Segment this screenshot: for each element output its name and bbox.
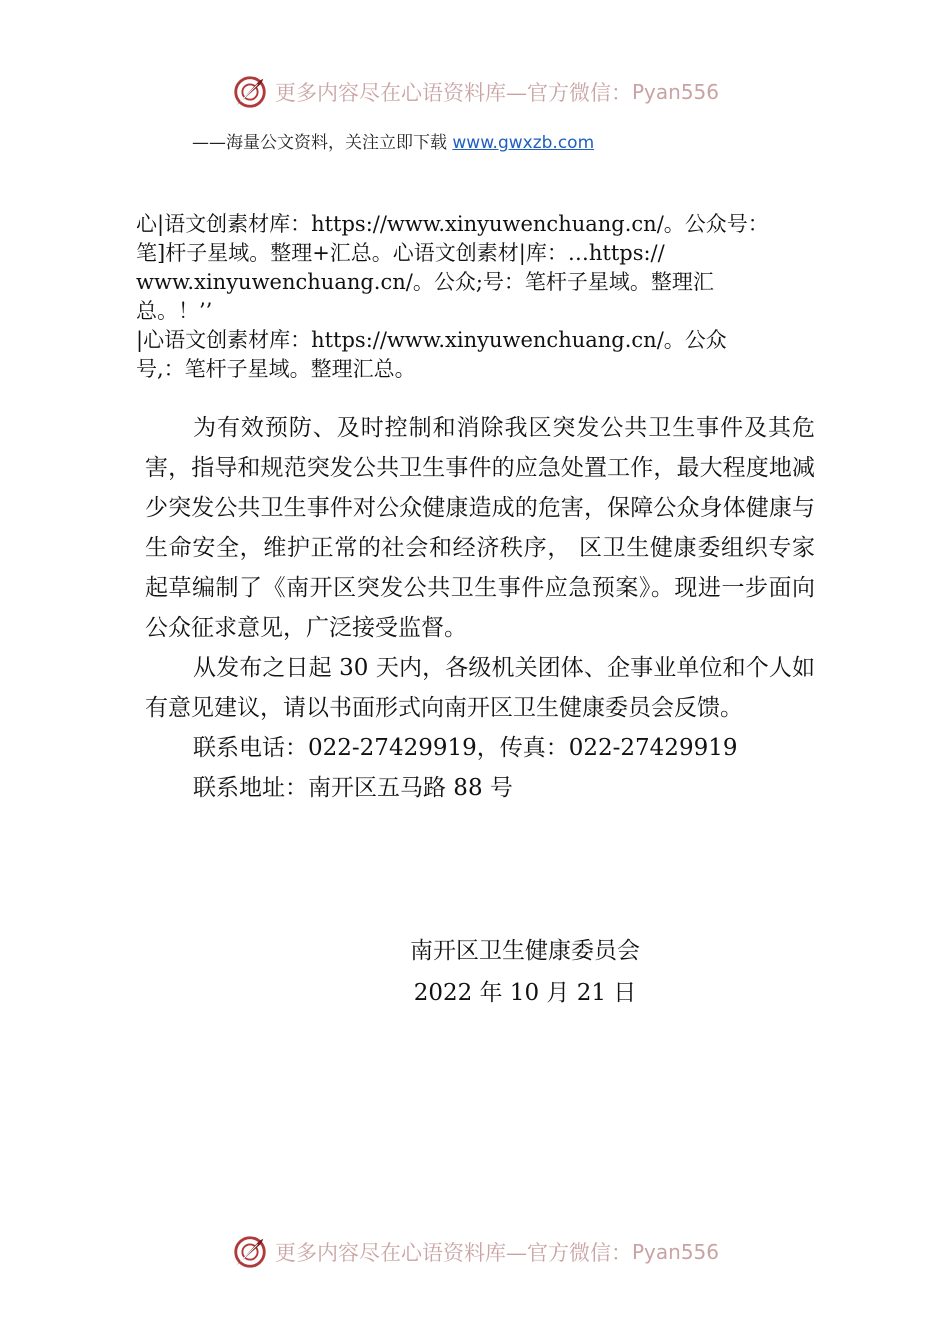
subline-text: ——海量公文资料，关注立即下载 (192, 133, 453, 153)
source-line: www.xinyuwenchuang.cn/。公众;号：笔杆子星域。整理汇 (136, 270, 714, 294)
body-paragraph: 为有效预防、及时控制和消除我区突发公共卫生事件及其危害，指导和规范突发公共卫生事件的应急处置工作，最大程度地减少突发公共卫生事件对公众健康造成的危害，保障公众身体健康与生命安全，维护正常的社会和经济秩序， 区卫生健康委组织专家起草编制了《南开区突发公共卫生事件应急预案》。现进一步面向公众征求意见，广泛接受监督。 (145, 415, 815, 641)
signature-org: 南开区卫生健康委员会 (410, 938, 640, 964)
banner-text: 更多内容尽在心语资料库—官方微信： (274, 1241, 632, 1265)
download-link[interactable]: www.gwxzb.com (452, 133, 595, 153)
top-banner (0, 72, 950, 112)
source-notice (136, 210, 866, 384)
source-line: 号,：笔杆子星域。整理汇总。 (136, 357, 416, 381)
source-line: 笔]杆子星域。整理+汇总。心语文创素材|库：…https:// (136, 241, 665, 265)
quill-logo-icon (231, 1233, 269, 1271)
banner-text: 更多内容尽在心语资料库—官方微信： (274, 81, 632, 105)
contact-address: 联系地址：南开区五马路 88 号 (193, 775, 513, 801)
body-paragraph: 从发布之日起 30 天内，各级机关团体、企事业单位和个人如有意见建议，请以书面形式向南开区卫生健康委员会反馈。 (145, 655, 815, 721)
subline (192, 128, 594, 153)
source-line: 总。！’’ (136, 299, 213, 323)
document-body (145, 408, 815, 808)
quill-logo-icon (231, 73, 269, 111)
bottom-banner (0, 1232, 950, 1272)
banner-handle: Pyan556 (631, 1240, 719, 1264)
signature-block (380, 930, 670, 1014)
source-line: |心语文创素材库：https://www.xinyuwenchuang.cn/。公众 (136, 328, 727, 352)
contact-phone: 联系电话：022-27429919，传真：022-27429919 (193, 735, 738, 761)
banner-handle: Pyan556 (631, 80, 719, 104)
source-line: 心|语文创素材库：https://www.xinyuwenchuang.cn/。公众号： (136, 212, 769, 236)
signature-date: 2022 年 10 月 21 日 (413, 980, 637, 1006)
